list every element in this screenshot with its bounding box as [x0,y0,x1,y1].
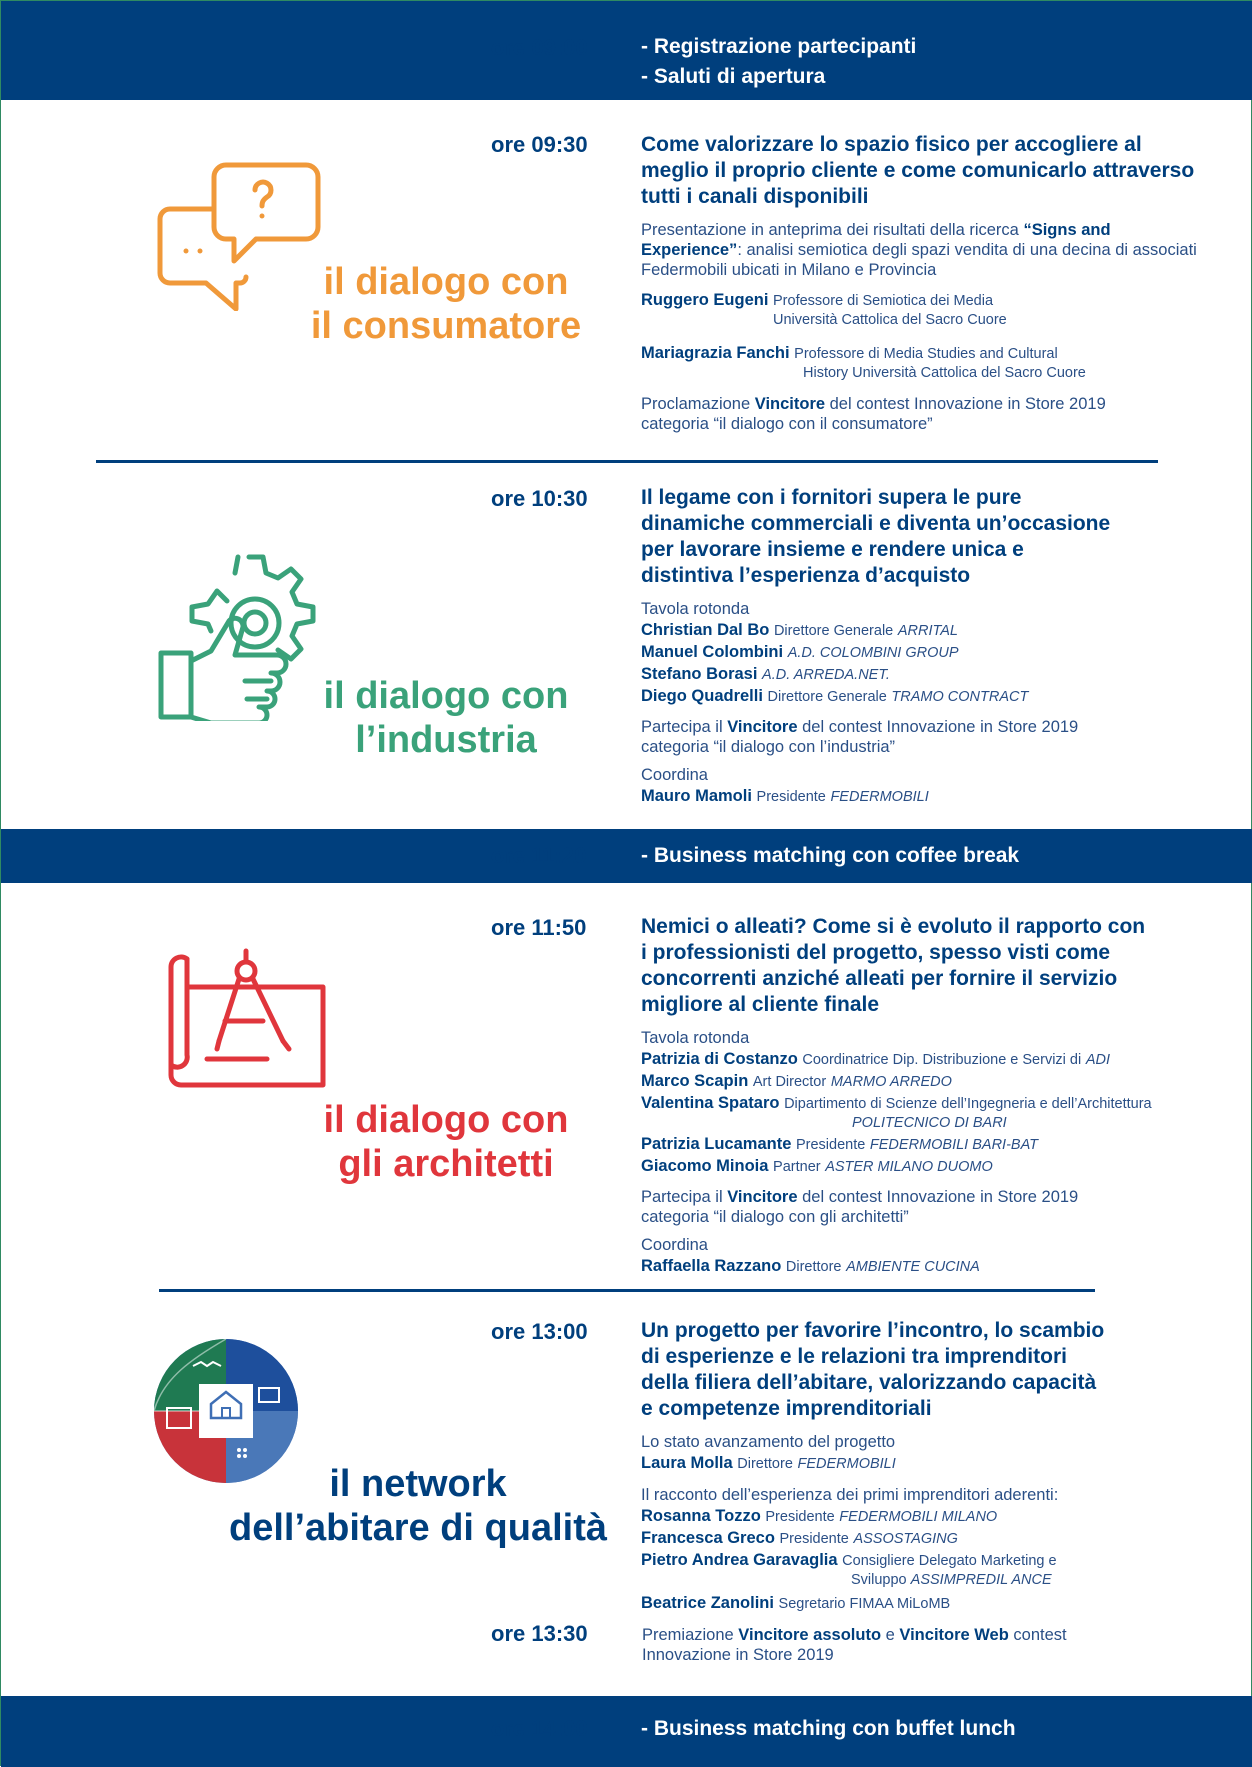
s4-state-person [641,1453,1201,1475]
person-name: Stefano Borasi [641,665,758,683]
speaker-role: Professore di Media Studies and Cultural [794,346,1058,362]
person-org: A.D. ARREDA.NET. [762,667,890,683]
s2-time: ore 10:30 [491,486,588,511]
s4-entrepreneur-1 [641,1506,1201,1528]
s3-person-3 [641,1093,1201,1132]
coordinator-role: Presidente [756,789,826,805]
s1-speaker-2 [641,343,1201,382]
person-name: Diego Quadrelli [641,687,763,705]
person-role: Partner [773,1159,821,1175]
divider-2 [159,1289,1095,1292]
speaker-role: Professore di Semiotica dei Media [773,293,994,309]
coffee-activity: - Business matching con coffee break [641,844,1020,867]
s1-intro-research: “Signs and Experience” [641,221,1111,259]
s2-title-line1: il dialogo con [323,675,569,717]
s2-person-2 [641,642,1201,664]
person-role-2: Sviluppo [851,1572,907,1588]
s3-person-2 [641,1071,1201,1093]
s1-proclamation [641,394,1201,434]
person-name: Giacomo Minoia [641,1157,769,1175]
person-org: FEDERMOBILI [797,1456,896,1472]
part-category: categoria “il dialogo con gli architetti” [641,1208,909,1226]
lunch-time: ore 14:00 [491,1716,588,1741]
person-org: POLITECNICO DI BARI [852,1115,1007,1131]
s4-headline: Un progetto per favorire l’incontro, lo scambio di esperienze e le relazioni tra imprenditori della filiera dell’abitare, valorizzando capacità e competenze imprenditoriali [641,1319,1105,1420]
person-name: Patrizia di Costanzo [641,1050,798,1068]
s4-story: Il racconto dell’esperienza dei primi imprenditori aderenti: [641,1486,1059,1504]
person-role: Presidente [765,1509,835,1525]
person-org: FEDERMOBILI BARI-BAT [869,1137,1039,1153]
s1-content [641,132,1201,442]
s4-entrepreneur-3 [641,1550,1201,1589]
person-org: MARMO ARREDO [830,1074,952,1090]
speaker-affiliation: History Università Cattolica del Sacro Cuore [803,365,1086,381]
person-role: Direttore [737,1456,793,1472]
coordinator-name: Mauro Mamoli [641,787,752,805]
s5-awards [642,1625,1202,1665]
s3-participation [641,1187,1201,1227]
activity-registration: - Registrazione partecipanti [641,35,917,58]
person-name: Patrizia Lucamante [641,1135,792,1153]
s1-intro-text: Presentazione in anteprima dei risultati della ricerca [641,221,1024,239]
opening-bar [1,1,1252,100]
s3-time: ore 11:50 [491,915,587,940]
s2-person-3 [641,664,1201,686]
award-contest: contest [1008,1626,1067,1644]
part-contest: del contest Innovazione in Store 2019 [797,718,1079,736]
person-org: ASTER MILANO DUOMO [825,1159,993,1175]
opening-time: ore 09:00 [491,35,588,60]
coordinator-org: FEDERMOBILI [830,789,929,805]
s2-coordinator [641,786,1201,808]
s4-state: Lo stato avanzamento del progetto [641,1433,896,1451]
coordinator-org: AMBIENTE CUCINA [846,1259,980,1275]
s1-intro-rest: : analisi semiotica degli spazi vendita di una decina di associati Federmobili ubicati in Milano e Provincia [641,241,1197,279]
award-and: e [881,1626,900,1644]
award-absolute: Vincitore assoluto [738,1626,882,1644]
s4-entrepreneur-2 [641,1528,1201,1550]
person-role: Segretario FIMAA MiLoMB [778,1596,951,1612]
s3-content [641,914,1201,1278]
s2-round: Tavola rotonda [641,600,750,618]
s3-title-line2: gli architetti [338,1143,554,1185]
opening-activities [641,32,916,92]
person-role: Direttore Generale [767,689,887,705]
person-org: ARRITAL [897,623,958,639]
person-name: Pietro Andrea Garavaglia [641,1551,838,1569]
person-name: Laura Molla [641,1454,733,1472]
s3-title [296,1098,596,1186]
s3-coord-label: Coordina [641,1236,708,1254]
s4-entrepreneur-4 [641,1593,1201,1615]
coffee-break-bar [1,829,1252,883]
person-name: Christian Dal Bo [641,621,770,639]
person-org: TRAMO CONTRACT [891,689,1029,705]
award-contest-name: Innovazione in Store 2019 [642,1646,834,1664]
person-role: Direttore Generale [773,623,894,639]
person-name: Beatrice Zanolini [641,1594,774,1612]
s2-headline: Il legame con i fornitori supera le pure dinamiche commerciali e diventa un’occasione per lavorare insieme e rendere unica e distintiva l’esperienza d’acquisto [641,486,1111,587]
procl-winner: Vincitore [754,395,826,413]
s3-title-line1: il dialogo con [323,1099,569,1141]
coordinator-role: Direttore [785,1259,842,1275]
person-role: Art Director [752,1074,827,1090]
part-category: categoria “il dialogo con l’industria” [641,738,896,756]
speaker-name: Mariagrazia Fanchi [641,344,790,362]
person-org: ASSIMPREDIL ANCE [910,1572,1052,1588]
person-org: A.D. COLOMBINI GROUP [787,645,959,661]
person-role: Consigliere Delegato Marketing e [842,1553,1057,1569]
s3-person-5 [641,1156,1201,1178]
person-role: Coordinatrice Dip. Distribuzione e Servizi di [802,1052,1082,1068]
s2-person-4 [641,686,1201,708]
award-text: Premiazione [642,1626,739,1644]
procl-category: categoria “il dialogo con il consumatore” [641,415,933,433]
person-name: Valentina Spataro [641,1094,780,1112]
part-text: Partecipa il [641,718,728,736]
person-name: Manuel Colombini [641,643,784,661]
s1-title-line2: il consumatore [310,305,582,347]
blueprint-compass-icon [167,947,327,1094]
part-winner: Vincitore [727,718,798,736]
person-name: Rosanna Tozzo [641,1507,761,1525]
award-web: Vincitore Web [899,1626,1009,1644]
s2-content [641,485,1201,808]
person-org: ADI [1085,1052,1110,1068]
s4-content [641,1318,1201,1615]
person-role: Presidente [795,1137,866,1153]
part-contest: del contest Innovazione in Store 2019 [797,1188,1079,1206]
s4-time: ore 13:00 [491,1319,588,1344]
s4-title [223,1462,613,1550]
speaker-affiliation: Università Cattolica del Sacro Cuore [773,312,1007,328]
s2-person-1 [641,620,1201,642]
s4-title-line2: dell’abitare di qualità [229,1507,607,1549]
s1-title [296,260,596,348]
lunch-activity: - Business matching con buffet lunch [641,1717,1016,1740]
s2-title-line2: l’industria [355,719,537,761]
s3-person-4 [641,1134,1201,1156]
procl-contest: del contest Innovazione in Store 2019 [825,395,1106,413]
person-org: FEDERMOBILI MILANO [839,1509,998,1525]
person-name: Francesca Greco [641,1529,775,1547]
s1-time: ore 09:30 [491,132,588,157]
s3-coordinator [641,1256,1201,1278]
s1-title-line1: il dialogo con [323,261,569,303]
speaker-name: Ruggero Eugeni [641,291,769,309]
s1-intro [641,220,1201,280]
lunch-bar [1,1696,1252,1767]
s2-coord-label: Coordina [641,766,708,784]
activity-welcome: - Saluti di apertura [641,65,826,88]
person-name: Marco Scapin [641,1072,749,1090]
divider-1 [96,460,1158,463]
person-org: ASSOSTAGING [853,1531,958,1547]
coffee-time: ore 11:20 [491,843,587,868]
person-role-cont [641,1571,1201,1589]
coordinator-name: Raffaella Razzano [641,1257,782,1275]
s3-round: Tavola rotonda [641,1029,750,1047]
s5-time: ore 13:30 [491,1621,588,1646]
part-text: Partecipa il [641,1188,728,1206]
person-role: Presidente [779,1531,849,1547]
s5-content [642,1625,1202,1673]
person-role: Dipartimento di Scienze dell’Ingegneria e dell’Architettura [784,1096,1152,1112]
s1-headline: Come valorizzare lo spazio fisico per accogliere al meglio il proprio cliente e come comunicarlo attraverso tutti i canali disponibili [641,133,1195,208]
s2-participation [641,717,1201,757]
s3-headline: Nemici o alleati? Come si è evoluto il rapporto con i professionisti del progetto, spesso visti come concorrenti anziché alleati per fornire il servizio migliore al cliente finale [641,915,1146,1016]
procl-text: Proclamazione [641,395,755,413]
s3-person-1 [641,1049,1201,1071]
s2-title [296,674,596,762]
s4-title-line1: il network [329,1463,507,1505]
part-winner: Vincitore [727,1188,798,1206]
s1-speaker-1 [641,290,1201,329]
